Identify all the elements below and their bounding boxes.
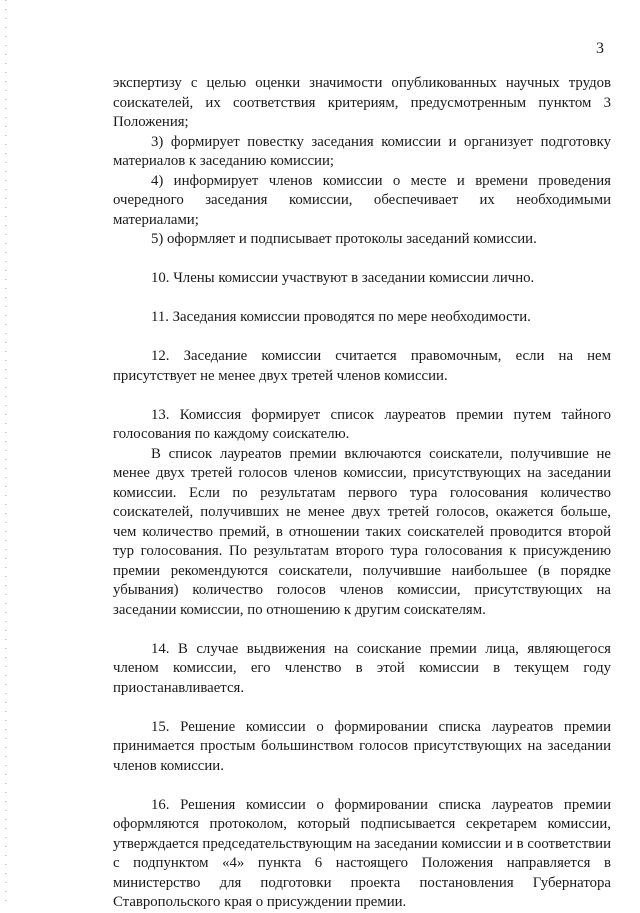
document-body bbox=[113, 74, 611, 913]
paragraph-16: 16. Решения комиссии о формировании списка лауреатов премии оформляются протоколом, который подписывается секретарем комиссии, утверждается председательствующим на заседании комиссии и в соответствии с подпунктом «4» пункта 6 настоящего Положения направляется в министерство для подготовки проекта постановления Губернатора Ставропольского края о присуждении премии. bbox=[113, 796, 611, 910]
paragraph-13-continued: В список лауреатов премии включаются соискатели, получившие не менее двух третей голосов членов комиссии, присутствующих на заседании комиссии. Если по результатам первого тура голосования количество соискателей, получивших не менее двух третей голосов, окажется больше, чем количество премий, в отношении таких соискателей проводится второй тур голосования. По результатам второго тура голосования к присуждению премии рекомендуются соискатели, получившие наибольшее (в порядке убывания) количество голосов членов комиссии, присутствующих на заседании комиссии, по отношению к другим соискателям. bbox=[113, 445, 611, 618]
paragraph-14: 14. В случае выдвижения на соискание премии лица, являющегося членом комиссии, его членство в этой комиссии в текущем году приостанавливается. bbox=[113, 640, 611, 696]
paragraph-item-4: 4) информирует членов комиссии о месте и времени проведения очередного заседания комиссии, обеспечивает их необходимыми материалами; bbox=[113, 172, 611, 228]
paragraph-13: 13. Комиссия формирует список лауреатов премии путем тайного голосования по каждому соискателю. bbox=[113, 406, 611, 442]
paragraph-continuation: экспертизу с целью оценки значимости опубликованных научных трудов соискателей, их соответствия критериям, предусмотренным пунктом 3 Положения; bbox=[113, 75, 611, 130]
paragraph-11: 11. Заседания комиссии проводятся по мере необходимости. bbox=[151, 309, 531, 325]
paragraph-12: 12. Заседание комиссии считается правомочным, если на нем присутствует не менее двух третей членов комиссии. bbox=[113, 348, 611, 384]
page-number: 3 bbox=[596, 40, 604, 57]
paragraph-item-3: 3) формирует повестку заседания комиссии и организует подготовку материалов к заседанию комиссии; bbox=[113, 133, 611, 169]
scan-edge-marks bbox=[5, 0, 7, 905]
paragraph-item-5: 5) оформляет и подписывает протоколы заседаний комиссии. bbox=[151, 231, 537, 247]
paragraph-15: 15. Решение комиссии о формировании списка лауреатов премии принимается простым большинством голосов присутствующих на заседании членов комиссии. bbox=[113, 718, 611, 774]
paragraph-10: 10. Члены комиссии участвуют в заседании комиссии лично. bbox=[151, 270, 535, 286]
